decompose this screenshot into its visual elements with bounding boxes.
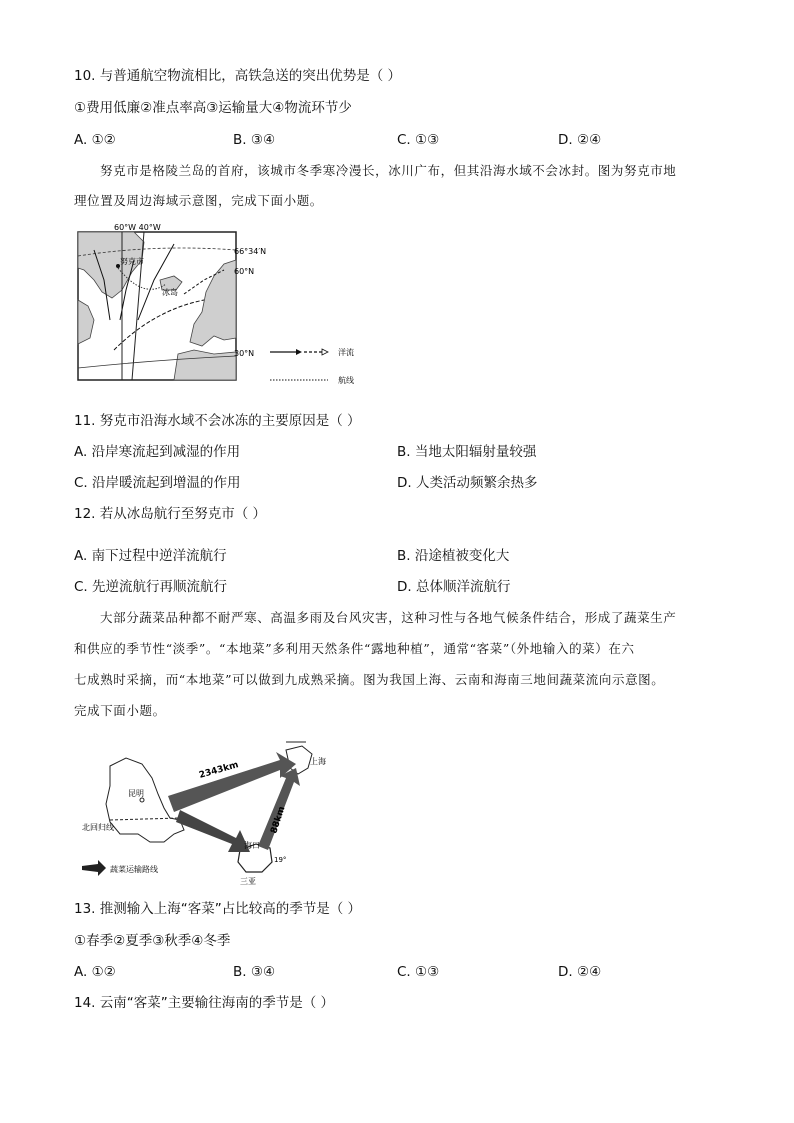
q14-stem: 14. 云南“客菜”主要输往海南的季节是（ ） <box>74 995 335 1011</box>
q12-option-c[interactable]: C. 先逆流航行再顺流航行 <box>74 579 228 595</box>
q10-items: ①费用低廉②准点率高③运输量大④物流环节少 <box>74 100 352 116</box>
q11-option-d[interactable]: D. 人类活动频繁余热多 <box>397 475 538 491</box>
sanya-label: 三亚 <box>240 877 256 886</box>
q11-option-a[interactable]: A. 沿岸寒流起到减湿的作用 <box>74 444 241 460</box>
nuuk-map <box>74 220 374 395</box>
nuuk-label: 努克市 <box>120 257 144 266</box>
lat-60-label: 60°N <box>234 267 255 276</box>
vegetable-flow-map <box>80 738 340 888</box>
q13-option-d[interactable]: D. ②④ <box>558 964 602 980</box>
q11-option-b[interactable]: B. 当地太阳辐射量较强 <box>397 444 537 460</box>
kunming-label: 昆明 <box>128 789 144 798</box>
q12-option-a[interactable]: A. 南下过程中逆洋流航行 <box>74 548 227 564</box>
q13-option-b[interactable]: B. ③④ <box>233 964 276 980</box>
kunming-dot <box>140 798 144 802</box>
legend-current-arrowhead <box>296 349 302 355</box>
arrow-kunming-hainan <box>176 810 250 852</box>
lat-19-label: 19° <box>274 856 287 864</box>
distance-kunming-shanghai: 2343km <box>198 760 240 781</box>
tropic-line <box>110 818 180 820</box>
passage2-line1: 大部分蔬菜品种都不耐严寒、高温多雨及台风灾害，这种习性与各地气候条件结合，形成了蔬菜生产 <box>100 610 677 625</box>
passage2-line3: 七成熟时采摘，而“本地菜”可以做到九成熟采摘。图为我国上海、云南和海南三地间蔬菜流向示意图。 <box>74 672 665 687</box>
q13-option-c[interactable]: C. ①③ <box>397 964 440 980</box>
legend-route-label-2: 蔬菜运输路线 <box>110 865 158 874</box>
q10-stem: 10. 与普通航空物流相比，高铁急送的突出优势是（ ） <box>74 68 402 84</box>
legend-current-arrowhead-2 <box>322 349 328 355</box>
q11-option-c[interactable]: C. 沿岸暖流起到增温的作用 <box>74 475 241 491</box>
passage1-line2: 理位置及周边海域示意图，完成下面小题。 <box>74 193 323 208</box>
shanghai-outline <box>286 746 312 774</box>
q13-option-a[interactable]: A. ①② <box>74 964 116 980</box>
passage1-line1: 努克市是格陵兰岛的首府，该城市冬季寒冷漫长，冰川广布，但其沿海水域不会冰封。图为努克市地 <box>100 163 677 178</box>
passage2-line2: 和供应的季节性“淡季”。“本地菜”多利用天然条件“露地种植”，通常“客菜”（外地输入的菜）在六 <box>74 641 635 656</box>
iceland-label: 冰岛 <box>162 288 178 297</box>
q13-items: ①春季②夏季③秋季④冬季 <box>74 933 231 949</box>
tropic-label: 北回归线 <box>82 823 114 832</box>
passage2-line4: 完成下面小题。 <box>74 703 166 718</box>
q10-option-d[interactable]: D. ②④ <box>558 132 602 148</box>
q10-option-c[interactable]: C. ①③ <box>397 132 440 148</box>
q12-option-b[interactable]: B. 沿途植被变化大 <box>397 548 510 564</box>
distance-hainan-shanghai: 88km <box>269 805 288 835</box>
lat-6634-label: 66°34′N <box>234 247 267 256</box>
longitude-labels: 60°W 40°W <box>114 223 161 232</box>
lat-30-label: 30°N <box>234 349 255 358</box>
shanghai-label: 上海 <box>310 757 326 766</box>
q10-option-b[interactable]: B. ③④ <box>233 132 276 148</box>
legend-route-arrow <box>82 860 106 876</box>
q11-stem: 11. 努克市沿海水域不会冰冻的主要原因是（ ） <box>74 413 361 429</box>
q12-stem: 12. 若从冰岛航行至努克市（ ） <box>74 506 267 522</box>
haikou-label: 海口 <box>244 841 260 850</box>
q12-option-d[interactable]: D. 总体顺洋流航行 <box>397 579 511 595</box>
legend-route-label: 航线 <box>338 376 354 385</box>
legend-current-label: 洋流 <box>338 348 354 357</box>
q10-option-a[interactable]: A. ①② <box>74 132 116 148</box>
q13-stem: 13. 推测输入上海“客菜”占比较高的季节是（ ） <box>74 901 362 917</box>
africa-land <box>174 350 236 380</box>
